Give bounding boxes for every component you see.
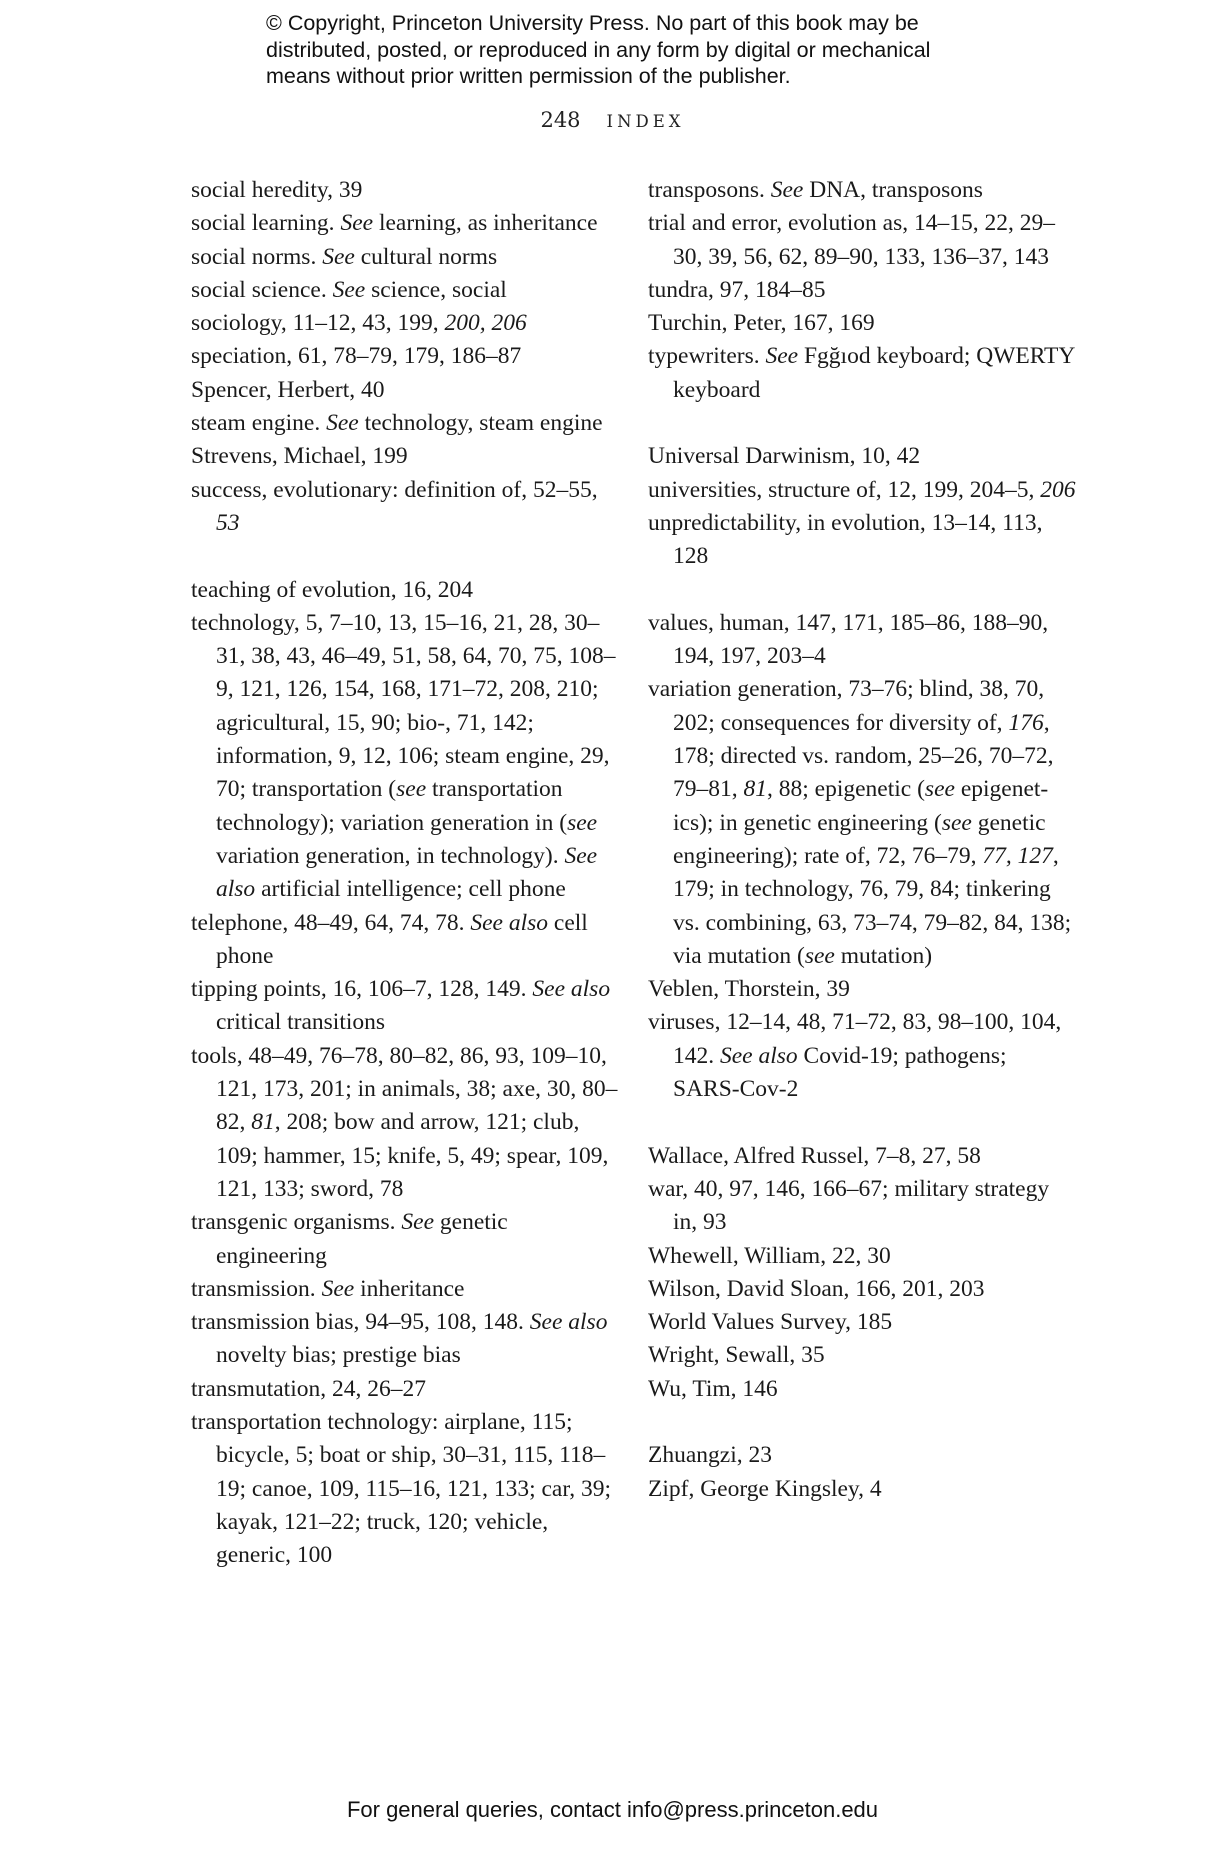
index-entry: [648, 1339, 1078, 1372]
index-entry-italic: See also: [720, 1042, 798, 1069]
index-entry: [648, 507, 1078, 574]
index-entry-italic: See: [322, 243, 355, 270]
copyright-line: distributed, posted, or reproduced in any form by digital or mechanical: [266, 37, 931, 62]
index-entry-text: Whewell, William, 22, 30: [648, 1242, 891, 1269]
index-entry-text: Spencer, Herbert, 40: [191, 376, 385, 403]
index-entry-text: Wilson, David Sloan, 166, 201, 203: [648, 1275, 985, 1302]
letter-group-gap: [648, 574, 1078, 607]
index-entry: [191, 907, 621, 974]
index-entry-text: genetic engineering); rate of, 72, 76–79,: [673, 809, 1046, 869]
index-entry-text: Veblen, Thorstein, 39: [648, 976, 850, 1003]
index-entry-italic: See: [401, 1209, 435, 1236]
index-entry-text: social heredity, 39: [191, 177, 363, 203]
index-entry-text: transportation technology: airplane, 115; bicycle, 5; boat or ship, 30–31, 115, 118–19; canoe, 109, 115–16, 121, 133; car, 39; kayak, 121–22; truck, 120; vehicle, generic, 100: [191, 1408, 612, 1569]
index-entry-text: teaching of evolution, 16, 204: [191, 576, 473, 603]
index-entry-italic: 176: [1008, 709, 1044, 736]
index-entry: [648, 1006, 1078, 1106]
index-entry-text: Wu, Tim, 146: [648, 1375, 778, 1402]
index-entry-text: World Values Survey, 185: [648, 1309, 893, 1336]
index-entry-text: , 178; directed vs. random, 25–26, 70–72, 79–81,: [673, 709, 1054, 803]
index-entry: [648, 474, 1078, 507]
index-entry-text: transmission bias, 94–95, 108, 148.: [191, 1309, 530, 1336]
index-entry-italic: See also: [532, 976, 611, 1003]
letter-group-gap: [648, 1406, 1078, 1439]
index-entry-text: Universal Darwinism, 10, 42: [648, 443, 921, 470]
index-entry-text: , 208; bow and arrow, 121; club, 109; hammer, 15; knife, 5, 49; spear, 109, 121, 133; sword, 78: [216, 1109, 609, 1202]
index-entry: [191, 174, 621, 207]
index-entry-italic: 53: [216, 509, 240, 536]
letter-group-gap: [648, 1106, 1078, 1139]
index-entry-text: genetic engineering: [216, 1209, 508, 1269]
index-entry-text: Strevens, Michael, 199: [191, 443, 408, 470]
index-entry-text: sociology, 11–12, 43, 199,: [191, 310, 445, 337]
index-entry-text: tundra, 97, 184–85: [648, 276, 826, 303]
index-entry: [191, 574, 621, 607]
index-entry: [191, 1273, 621, 1306]
index-column-right: [648, 174, 1078, 1506]
index-entry-text: success, evolutionary: definition of, 52–55,: [191, 476, 598, 503]
index-entry-text: Zhuangzi, 23: [648, 1442, 772, 1469]
index-entry-text: technology, steam engine: [358, 410, 603, 437]
index-entry-text: Wright, Sewall, 35: [648, 1342, 825, 1369]
index-entry: [191, 440, 621, 473]
index-entry-italic: 81: [743, 776, 767, 803]
index-entry-italic: see: [567, 809, 598, 836]
index-entry: [191, 207, 621, 240]
index-entry-text: cultural norms: [354, 243, 498, 270]
index-entry-text: transposons.: [648, 177, 771, 203]
index-entry: [191, 1040, 621, 1206]
index-entry-text: transmission.: [191, 1275, 322, 1302]
copyright-line: means without prior written permission of the publisher.: [266, 64, 791, 88]
index-entry-text: critical transitions: [216, 1009, 386, 1036]
index-entry-text: values, human, 147, 171, 185–86, 188–90, 194, 197, 203–4: [648, 609, 1049, 670]
index-entry-text: steam engine.: [191, 410, 327, 437]
index-entry: [648, 207, 1078, 274]
index-entry-text: Wallace, Alfred Russel, 7–8, 27, 58: [648, 1142, 981, 1169]
index-entry: [191, 274, 621, 307]
index-entry: [648, 607, 1078, 674]
index-entry-italic: 77, 127: [982, 842, 1053, 869]
index-entry-text: typewriters.: [648, 343, 766, 370]
index-entry: [648, 1240, 1078, 1273]
index-entry: [648, 274, 1078, 307]
index-entry-text: social learning.: [191, 210, 341, 237]
letter-group-gap: [191, 540, 621, 573]
index-entry-text: viruses, 12–14, 48, 71–72, 83, 98–100, 104, 142.: [648, 1009, 1062, 1069]
copyright-line: © Copyright, Princeton University Press. No part of this book may be: [266, 11, 919, 35]
index-entry-text: speciation, 61, 78–79, 179, 186–87: [191, 343, 522, 370]
index-entry: [191, 1406, 621, 1572]
index-entry-text: variation generation, in technology).: [216, 842, 565, 869]
index-entry-text: social science.: [191, 276, 333, 303]
index-entry-italic: See: [332, 276, 366, 303]
index-entry: [648, 340, 1078, 407]
index-entry: [648, 673, 1078, 973]
index-entry: [191, 407, 621, 440]
index-entry-text: transmutation, 24, 26–27: [191, 1375, 426, 1402]
index-entry-text: cell phone: [216, 909, 588, 969]
index-entry-text: social norms.: [191, 243, 323, 270]
index-entry-text: , 88; epigenetic (: [767, 776, 925, 803]
index-entry: [191, 241, 621, 274]
index-entry-text: artificial intelligence; cell phone: [255, 876, 566, 903]
index-entry-italic: See also: [216, 842, 598, 903]
index-entry: [191, 1306, 621, 1373]
index-entry-text: transgenic organisms.: [191, 1209, 402, 1236]
index-entry-text: Zipf, George Kingsley, 4: [648, 1475, 882, 1502]
index-entry-italic: see: [924, 776, 955, 803]
index-entry: [648, 440, 1078, 473]
index-entry-text: transportation technology); variation generation in (: [216, 776, 568, 836]
index-entry-italic: See: [321, 1275, 355, 1302]
index-entry-text: novelty bias; prestige bias: [216, 1342, 461, 1369]
index-entry-text: telephone, 48–49, 64, 74, 78.: [191, 909, 471, 936]
letter-group-gap: [648, 407, 1078, 440]
index-entry-italic: See: [340, 210, 374, 237]
index-column-left: [191, 174, 621, 1572]
index-entry-text: trial and error, evolution as, 14–15, 22, 29–30, 39, 56, 62, 89–90, 133, 136–37, 143: [648, 210, 1055, 270]
index-entry: [648, 1173, 1078, 1240]
index-entry-text: tools, 48–49, 76–78, 80–82, 86, 93, 109–10, 121, 173, 201; in animals, 38; axe, 30, 80–82,: [191, 1042, 618, 1136]
index-entry-text: Covid-19; pathogens; SARS-Cov-2: [673, 1042, 1007, 1103]
index-entry-italic: see: [804, 942, 835, 969]
index-entry-text: universities, structure of, 12, 199, 204–5,: [648, 476, 1041, 503]
index-entry: [648, 1273, 1078, 1306]
page-title: INDEX: [606, 112, 685, 131]
index-entry: [648, 1439, 1078, 1472]
index-entry-text: technology, 5, 7–10, 13, 15–16, 21, 28, 30–31, 38, 43, 46–49, 51, 58, 64, 70, 75, 108–9, 121, 126, 154, 168, 171–72, 208, 210; agricultural, 15, 90; bio-, 71, 142; information, 9, 12, 106; steam engine, 29, 70; transportation (: [191, 609, 616, 803]
index-entry-text: , 179; in technology, 76, 79, 84; tinkering vs. combining, 63, 73–74, 79–82, 84, 138; via mutation (: [673, 842, 1072, 969]
index-entry-text: variation generation, 73–76; blind, 38, 70, 202; consequences for diversity of,: [648, 676, 1045, 736]
index-entry-text: unpredictability, in evolution, 13–14, 113, 128: [648, 509, 1043, 570]
running-head: [0, 108, 1225, 132]
index-entry-italic: 200, 206: [444, 310, 527, 337]
index-entry: [648, 1373, 1078, 1406]
index-entry: [648, 1306, 1078, 1339]
index-entry: [191, 1373, 621, 1406]
index-entry-italic: See also: [470, 909, 549, 936]
index-entry-italic: 81: [251, 1109, 275, 1136]
index-entry: [648, 307, 1078, 340]
index-entry: [191, 340, 621, 373]
index-entry: [191, 374, 621, 407]
index-entry: [191, 1206, 621, 1273]
index-entry: [191, 973, 621, 1040]
index-entry-italic: See: [765, 343, 799, 370]
index-entry-italic: See: [326, 410, 359, 437]
index-entry: [191, 307, 621, 340]
index-entry: [648, 1473, 1078, 1506]
index-entry-text: epigenetics); in genetic engineering (: [673, 776, 1049, 836]
index-entry-italic: 206: [1040, 476, 1076, 503]
index-entry-text: mutation): [834, 942, 933, 969]
index-entry-text: Fgğıod keyboard; QWERTY keyboard: [673, 343, 1075, 403]
index-entry-italic: See: [770, 177, 804, 203]
index-entry-text: science, social: [365, 276, 507, 303]
index-entry: [648, 973, 1078, 1006]
index-entry-italic: see: [941, 809, 972, 836]
copyright-notice: [266, 10, 1026, 90]
index-entry-text: DNA, transposons: [803, 177, 983, 203]
index-entry-italic: see: [396, 776, 427, 803]
index-entry: [648, 1140, 1078, 1173]
index-entry-text: learning, as inheritance: [373, 210, 598, 237]
index-entry-text: inheritance: [354, 1275, 465, 1302]
index-entry-text: war, 40, 97, 146, 166–67; military strategy in, 93: [648, 1175, 1050, 1236]
page-number: 248: [540, 108, 581, 132]
index-entry-text: Turchin, Peter, 167, 169: [648, 310, 875, 337]
index-entry: [191, 607, 621, 907]
index-entry-italic: See also: [529, 1309, 608, 1336]
index-entry: [648, 174, 1078, 207]
footer-contact: For general queries, contact info@press.princeton.edu: [346, 1797, 879, 1822]
index-entry: [191, 474, 621, 541]
index-entry-text: tipping points, 16, 106–7, 128, 149.: [191, 976, 533, 1003]
